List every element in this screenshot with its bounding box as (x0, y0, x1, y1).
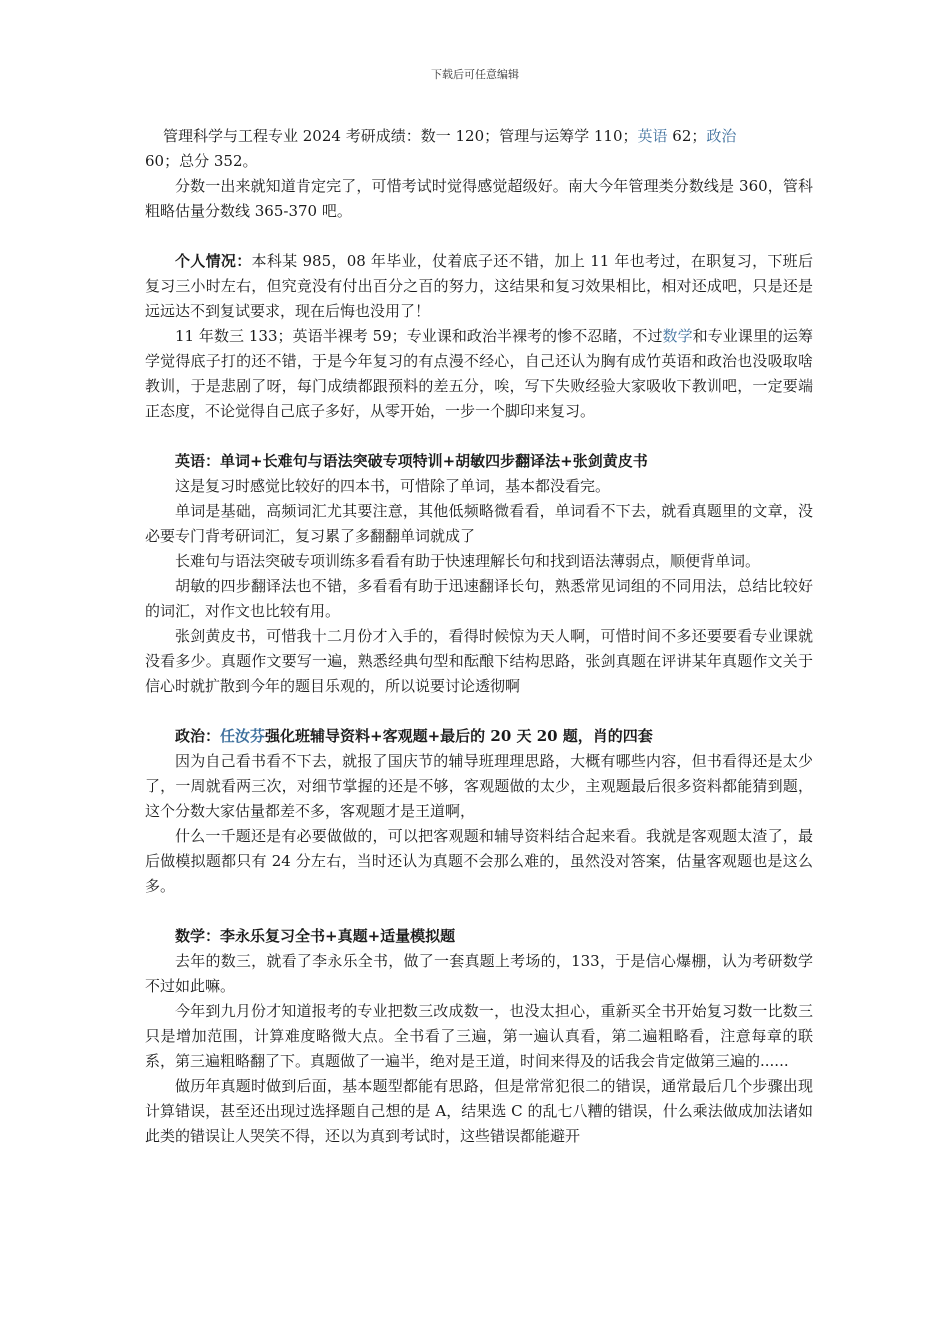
politics-paragraph: 因为自己看书看不下去，就报了国庆节的辅导班理理思路，大概有哪些内容，但书看得还是太少了，一周就看两三次，对细节掌握的还是不够，客观题做的太少，主观题最后很多资料都能猜到题，这个分数大家估量都差不多，客观题才是王道啊， (145, 752, 813, 820)
english-paragraph: 这是复习时感觉比较好的四本书，可惜除了单词，基本都没看完。 (175, 477, 611, 495)
personal-text: 11 年数三 133；英语半裸考 59；专业课和政治半裸考的惨不忍睹，不过 (175, 327, 663, 345)
politics-heading-rest: 强化班辅导资料+客观题+最后的 20 天 20 题，肖的四套 (265, 727, 653, 745)
english-paragraph: 张剑黄皮书，可惜我十二月份才入手的，看得时候惊为天人啊，可惜时间不多还要要看专业课就没看多少。真题作文要写一遍，熟悉经典句型和酝酿下结构思路，张剑真题在评讲某年真题作文关于信心时就扩散到今年的题目乐观的，所以说要讨论透彻啊 (145, 627, 813, 695)
score-text: 60；总分 352。 (145, 152, 258, 170)
score-summary (145, 124, 813, 174)
english-link[interactable]: 英语 (637, 127, 668, 145)
page-header: 下载后可任意编辑 (431, 68, 519, 81)
score-text: 62； (667, 127, 707, 145)
document-body (145, 124, 813, 1149)
personal-paragraph-2 (145, 324, 813, 424)
english-heading: 英语：单词+长难句与语法突破专项特训+胡敏四步翻译法+张剑黄皮书 (175, 452, 648, 470)
personal-label: 个人情况： (175, 252, 252, 270)
personal-text: 本科某 985，08 年毕业，仗着底子还不错，加上 11 年也考过，在职复习，下班后复习三小时左右，但究竟没有付出百分之百的努力，这结果和复习效果相比，相对还成吧，只是还是远远达不到复试要求，现在后悔也没用了！ (145, 252, 813, 320)
personal-paragraph (145, 249, 813, 324)
english-paragraph: 胡敏的四步翻译法也不错，多看看有助于迅速翻译长句，熟悉常见词组的不同用法，总结比较好的词汇，对作文也比较有用。 (145, 577, 813, 620)
math-paragraph: 今年到九月份才知道报考的专业把数三改成数一，也没太担心，重新买全书开始复习数一比数三只是增加范围，计算难度略微大点。全书看了三遍，第一遍认真看，第二遍粗略看，注意每章的联系，第三遍粗略翻了下。真题做了一遍半，绝对是王道，时间来得及的话我会肯定做第三遍的...... (145, 1002, 813, 1070)
score-text: 管理科学与工程专业 2024 考研成绩：数一 120；管理与运筹学 110； (163, 127, 638, 145)
politics-heading-prefix: 政治： (175, 727, 221, 745)
politics-heading (145, 724, 813, 749)
personal-text: 和专业课里的运筹学觉得底子打的还不错，于是今年复习的有点漫不经心，自己还认为胸有成竹英语和政治也没吸取啥教训，于是悲剧了呀，每门成绩都跟预料的差五分，唉，写下失败经验大家吸收下教训吧，一定要端正态度，不论觉得自己底子多好，从零开始，一步一个脚印来复习。 (145, 327, 813, 420)
politics-paragraph: 什么一千题还是有必要做做的，可以把客观题和辅导资料结合起来看。我就是客观题太渣了，最后做模拟题都只有 24 分左右，当时还认为真题不会那么难的，虽然没对答案，估量客观题也是这么多。 (145, 827, 813, 895)
ren-rufen-link[interactable]: 任汝芬 (220, 727, 266, 745)
english-paragraph: 单词是基础，高频词汇尤其要注意，其他低频略微看看，单词看不下去，就看真题里的文章，没必要专门背考研词汇，复习累了多翻翻单词就成了 (145, 502, 813, 545)
math-paragraph: 做历年真题时做到后面，基本题型都能有思路，但是常常犯很二的错误，通常最后几个步骤出现计算错误，甚至还出现过选择题自己想的是 A，结果选 C 的乱七八糟的错误，什么乘法做成加法诸如此类的错误让人哭笑不得，还以为真到考试时，这些错误都能避开 (145, 1077, 813, 1145)
politics-link[interactable]: 政治 (706, 127, 737, 145)
math-heading: 数学：李永乐复习全书+真题+适量模拟题 (175, 927, 456, 945)
english-paragraph: 长难句与语法突破专项训练多看看有助于快速理解长句和找到语法薄弱点，顺便背单词。 (175, 552, 761, 570)
math-link[interactable]: 数学 (662, 327, 693, 345)
intro-paragraph: 分数一出来就知道肯定完了，可惜考试时觉得感觉超级好。南大今年管理类分数线是 360，管科粗略估量分数线 365-370 吧。 (145, 177, 813, 220)
math-paragraph: 去年的数三，就看了李永乐全书，做了一套真题上考场的，133，于是信心爆棚，认为考研数学不过如此嘛。 (145, 952, 813, 995)
